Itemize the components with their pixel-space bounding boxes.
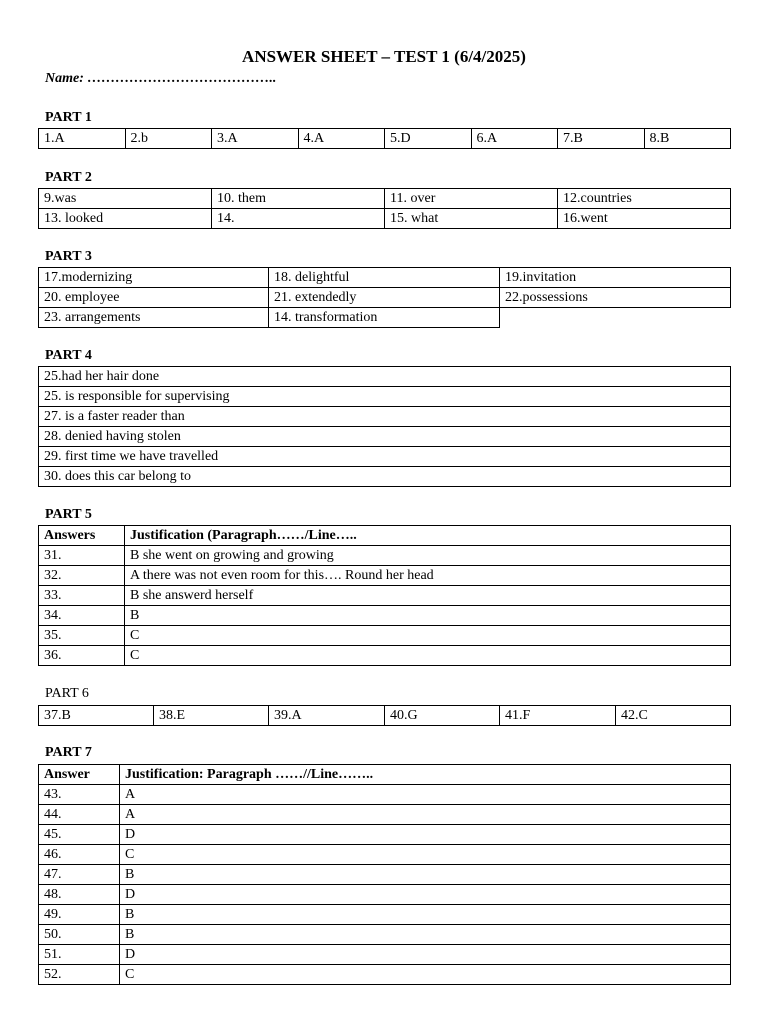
answer-cell: 11. over [385, 189, 558, 209]
part4-heading: PART 4 [45, 348, 92, 363]
column-header: Justification (Paragraph……/Line….. [125, 526, 731, 546]
table-row [39, 189, 731, 209]
part2-heading: PART 2 [45, 170, 92, 185]
question-number: 49. [39, 905, 120, 925]
answer-cell: B [120, 905, 731, 925]
answer-cell: 27. is a faster reader than [39, 407, 731, 427]
question-number: 46. [39, 845, 120, 865]
table-row [39, 427, 731, 447]
part5-heading: PART 5 [45, 507, 92, 522]
table-row [39, 706, 731, 726]
answer-cell: 2.b [125, 129, 212, 149]
question-number: 52. [39, 965, 120, 985]
table-row [39, 825, 731, 845]
part7-table [38, 764, 731, 985]
table-row [39, 945, 731, 965]
page-title: ANSWER SHEET – TEST 1 (6/4/2025) [242, 47, 526, 66]
table-row [39, 209, 731, 229]
answer-cell: B she went on growing and growing [125, 546, 731, 566]
table-row [39, 447, 731, 467]
answer-cell: D [120, 945, 731, 965]
answer-cell: 41.F [500, 706, 616, 726]
answer-cell: C [125, 626, 731, 646]
table-row [39, 367, 731, 387]
table-row [39, 865, 731, 885]
answer-cell: C [120, 965, 731, 985]
answer-cell: D [120, 825, 731, 845]
answer-cell: 28. denied having stolen [39, 427, 731, 447]
table-row [39, 626, 731, 646]
answer-cell: 13. looked [39, 209, 212, 229]
answer-cell: A [120, 785, 731, 805]
answer-cell: 39.A [269, 706, 385, 726]
table-row [39, 407, 731, 427]
table-row [39, 925, 731, 945]
answer-cell: 16.went [558, 209, 731, 229]
table-row [39, 308, 731, 328]
answer-cell: 25. is responsible for supervising [39, 387, 731, 407]
answer-cell: 42.C [616, 706, 731, 726]
column-header: Answer [39, 765, 120, 785]
part1-heading: PART 1 [45, 110, 92, 125]
answer-cell: 37.B [39, 706, 154, 726]
answer-cell: 10. them [212, 189, 385, 209]
part5-table [38, 525, 731, 666]
answer-cell: 30. does this car belong to [39, 467, 731, 487]
part6-table [38, 705, 731, 726]
table-header-row [39, 765, 731, 785]
part1-table [38, 128, 731, 149]
table-row [39, 965, 731, 985]
question-number: 47. [39, 865, 120, 885]
part3-heading: PART 3 [45, 249, 92, 264]
answer-cell: C [120, 845, 731, 865]
answer-cell: C [125, 646, 731, 666]
answer-cell: 22.possessions [500, 288, 731, 308]
table-row [39, 785, 731, 805]
question-number: 50. [39, 925, 120, 945]
question-number: 48. [39, 885, 120, 905]
question-number: 34. [39, 606, 125, 626]
answer-cell: 23. arrangements [39, 308, 269, 328]
answer-cell: 9.was [39, 189, 212, 209]
answer-cell: B [120, 925, 731, 945]
table-row [39, 387, 731, 407]
table-row [39, 905, 731, 925]
table-row [39, 268, 731, 288]
question-number: 36. [39, 646, 125, 666]
answer-cell: 20. employee [39, 288, 269, 308]
table-header-row [39, 526, 731, 546]
answer-cell: 6.A [471, 129, 558, 149]
answer-cell: D [120, 885, 731, 905]
table-row [39, 566, 731, 586]
answer-cell: 8.B [644, 129, 731, 149]
answer-cell: A there was not even room for this…. Round her head [125, 566, 731, 586]
answer-cell: 19.invitation [500, 268, 731, 288]
answer-cell: B [120, 865, 731, 885]
answer-cell: A [120, 805, 731, 825]
answer-cell: 5.D [385, 129, 472, 149]
table-row [39, 467, 731, 487]
question-number: 35. [39, 626, 125, 646]
question-number: 44. [39, 805, 120, 825]
answer-cell: 25.had her hair done [39, 367, 731, 387]
table-row [39, 805, 731, 825]
answer-cell: 3.A [212, 129, 299, 149]
column-header: Answers [39, 526, 125, 546]
table-row [39, 288, 731, 308]
table-row [39, 646, 731, 666]
answer-cell: 40.G [385, 706, 500, 726]
part7-heading: PART 7 [45, 745, 92, 760]
answer-cell: 38.E [154, 706, 269, 726]
name-line: Name: ………………………………….. [45, 71, 277, 86]
part6-heading: PART 6 [45, 686, 89, 701]
part4-table [38, 366, 731, 487]
answer-cell: 12.countries [558, 189, 731, 209]
part2-table [38, 188, 731, 229]
answer-cell: 18. delightful [269, 268, 500, 288]
question-number: 31. [39, 546, 125, 566]
question-number: 33. [39, 586, 125, 606]
answer-cell: 7.B [558, 129, 645, 149]
answer-cell: 14. [212, 209, 385, 229]
column-header: Justification: Paragraph ……//Line…….. [120, 765, 731, 785]
table-row [39, 586, 731, 606]
question-number: 45. [39, 825, 120, 845]
answer-cell: 15. what [385, 209, 558, 229]
answer-cell: 29. first time we have travelled [39, 447, 731, 467]
answer-cell: 4.A [298, 129, 385, 149]
question-number: 32. [39, 566, 125, 586]
answer-cell: B she answerd herself [125, 586, 731, 606]
answer-cell: B [125, 606, 731, 626]
empty-cell [500, 308, 731, 328]
answer-cell: 21. extendedly [269, 288, 500, 308]
table-row [39, 606, 731, 626]
table-row [39, 546, 731, 566]
answer-cell: 1.A [39, 129, 126, 149]
question-number: 51. [39, 945, 120, 965]
table-row [39, 845, 731, 865]
answer-cell: 17.modernizing [39, 268, 269, 288]
table-row [39, 885, 731, 905]
part3-table [38, 267, 731, 328]
question-number: 43. [39, 785, 120, 805]
answer-cell: 14. transformation [269, 308, 500, 328]
